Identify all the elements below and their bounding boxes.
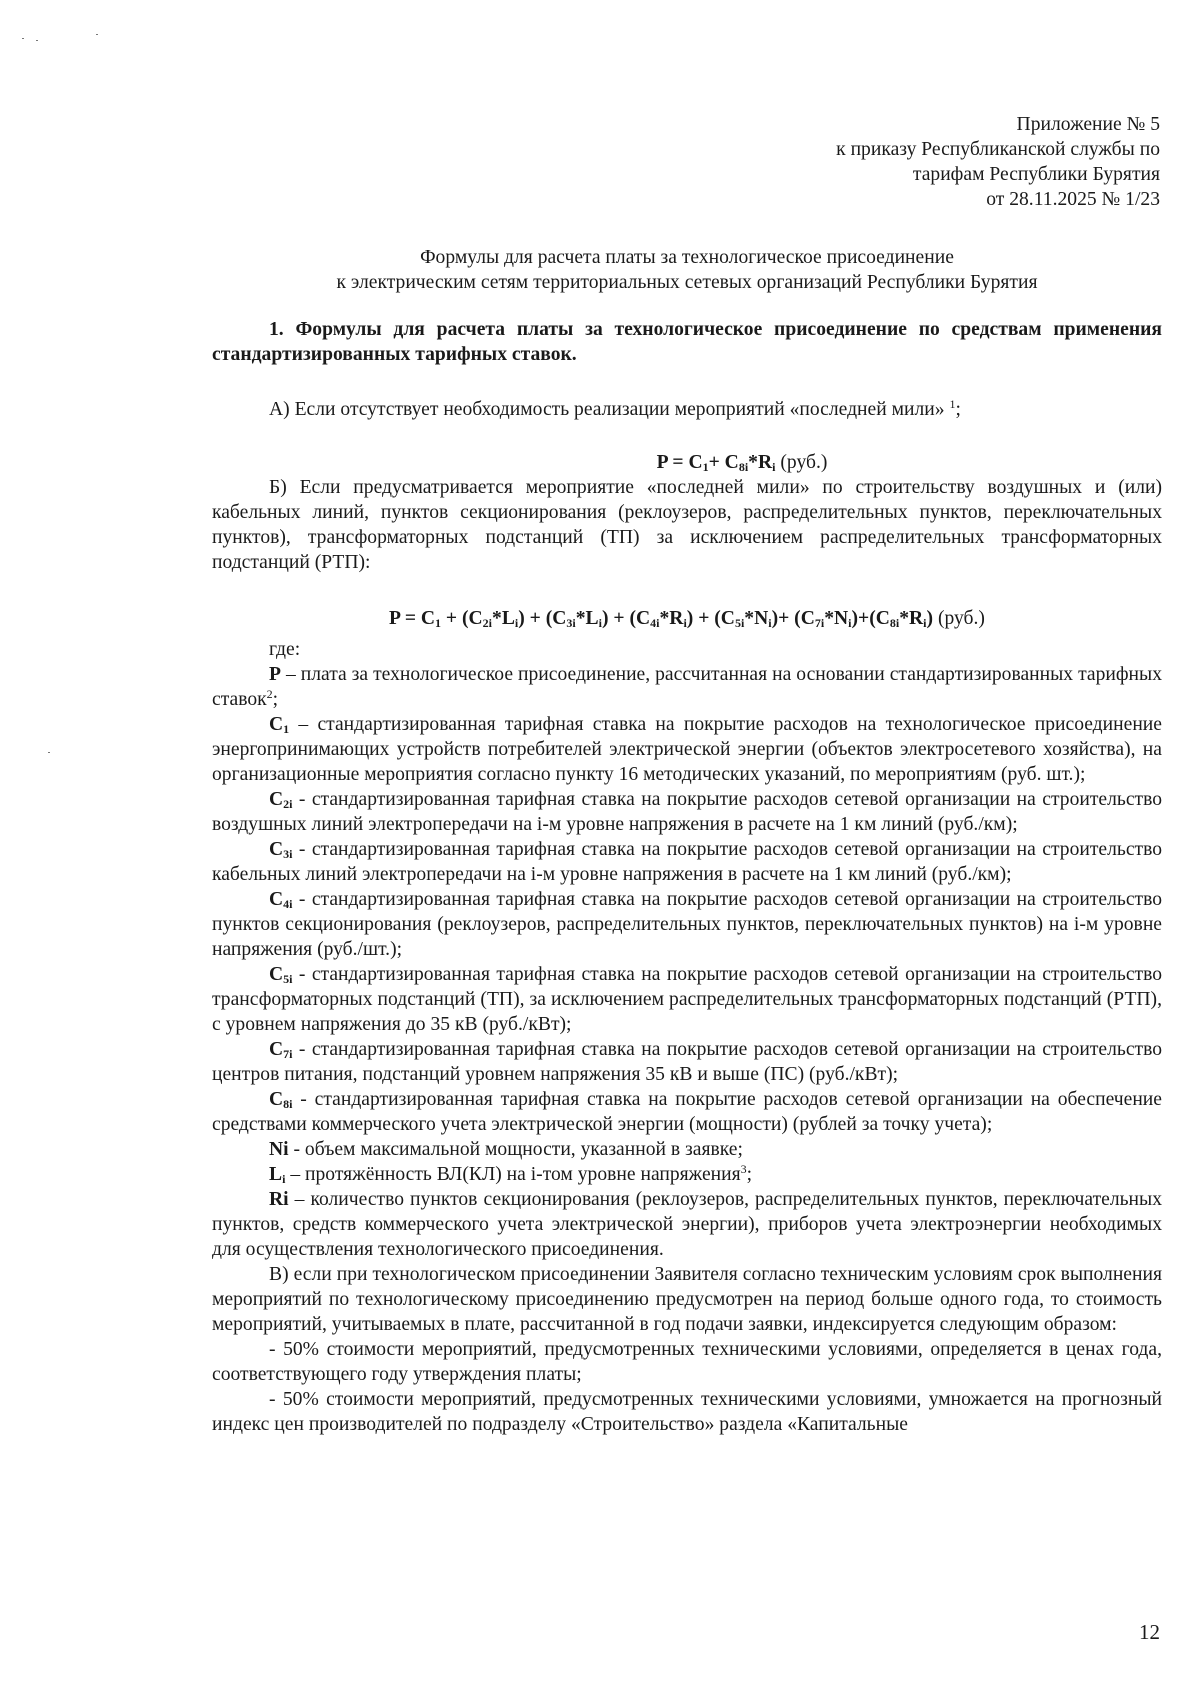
- scan-speck: [36, 40, 38, 41]
- appendix-number: Приложение № 5: [1016, 114, 1160, 135]
- def-c8i: $C_{8i}$ - стандартизированная тарифная ставка на покрытие расходов сетевой организации на обеспечение средствами коммерческого учета электрической энергии (мощности) (рублей за точку учета);: [212, 1089, 1162, 1135]
- order-line: к приказу Республиканской службы по: [836, 139, 1160, 160]
- def-c3i: $C_{3i}$ - стандартизированная тарифная ставка на покрытие расходов сетевой организации на строительство кабельных линий электропередачи на i-м уровне напряжения в расчете на 1 км линий (руб./км);: [212, 839, 1162, 885]
- formula-a-unit: (руб.): [780, 452, 828, 473]
- def-c1: $C_1$ – стандартизированная тарифная ставка на покрытие расходов на технологическое присоединение энергопринимающих устройств потребителей электрической энергии (объектов электросетевого хозяйства), на организационные мероприятия согласно пункту 16 методических указаний, по мероприятиям (руб. шт.);: [212, 714, 1162, 785]
- title-line-2: к электрическим сетям территориальных сетевых организаций Республики Бурятия: [336, 272, 1038, 293]
- order-date: от 28.11.2025 № 1/23: [986, 189, 1160, 210]
- def-c4i: $C_{4i}$ - стандартизированная тарифная ставка на покрытие расходов сетевой организации на строительство пунктов секционирования (реклоузеров, распределительных пунктов, переключательных пунктов) на i-м уровне напряжения (руб./шт.);: [212, 889, 1162, 960]
- appendix-header: [836, 112, 1160, 212]
- case-v-bullet-2: - 50% стоимости мероприятий, предусмотренных техническими условиями, умножается на прогнозный индекс цен производителей по подразделу «Строительство» раздела «Капитальные: [212, 1389, 1162, 1435]
- scan-speck: [48, 752, 50, 753]
- case-v-text: В) если при технологическом присоединении Заявителя согласно техническим условиям срок выполнения мероприятий по технологическому присоединению предусмотрен на период больше одного года, то стоимость мероприятий, учитываемых в плате, рассчитанной в год подачи заявки, индексируется следующим образом:: [212, 1264, 1162, 1335]
- case-b: [212, 475, 1162, 575]
- case-a-text: А) Если отсутствует необходимость реализации мероприятий «последней мили»: [269, 399, 945, 420]
- def-c5i: $C_{5i}$ - стандартизированная тарифная ставка на покрытие расходов сетевой организации на строительство трансформаторных подстанций (ТП), за исключением распределительных трансформаторных подстанций (РТП), с уровнем напряжения до 35 кВ (руб./кВт);: [212, 964, 1162, 1035]
- def-li: $L_i$ – протяжённость ВЛ(КЛ) на i-том уровне напряжения$^3$;: [269, 1162, 753, 1186]
- page-number: 12: [1139, 1620, 1160, 1644]
- section-heading: 1. Формулы для расчета платы за технологическое присоединение по средствам применения стандартизированных тарифных ставок.: [212, 319, 1162, 365]
- formula-a: $P = C_1+ C_{8i}*R_i$ (руб.): [656, 452, 828, 474]
- scan-speck: [96, 34, 98, 35]
- def-c7i: $C_{7i}$ - стандартизированная тарифная ставка на покрытие расходов сетевой организации на строительство центров питания, подстанций уровнем напряжения 35 кВ и выше (ПС) (руб./кВт);: [212, 1039, 1162, 1085]
- definitions-block: [212, 637, 1162, 1437]
- document-title: [212, 245, 1162, 295]
- title-line-1: Формулы для расчета платы за технологическое присоединение: [420, 247, 954, 268]
- def-ni: Ni - объем максимальной мощности, указанной в заявке;: [269, 1139, 743, 1160]
- case-b-text: Б) Если предусматривается мероприятие «последней мили» по строительству воздушных и (или) кабельных линий, пунктов секционирования (реклоузеров, распределительных пунктов, переключательных пунктов), трансформаторных подстанций (ТП) за исключением распределительных трансформаторных подстанций (РТП):: [212, 477, 1162, 573]
- order-issuer: тарифам Республики Бурятия: [912, 164, 1160, 185]
- case-v-bullet-1: - 50% стоимости мероприятий, предусмотренных техническими условиями, определяется в ценах года, соответствующего году утверждения платы;: [212, 1339, 1162, 1385]
- def-c2i: $C_{2i}$ - стандартизированная тарифная ставка на покрытие расходов сетевой организации на строительство воздушных линий электропередачи на i-м уровне напряжения в расчете на 1 км линий (руб./км);: [212, 789, 1162, 835]
- footnote-1-marker: 1: [949, 397, 956, 411]
- case-a: А) Если отсутствует необходимость реализации мероприятий «последней мили» $^1$;: [269, 397, 961, 420]
- formula-b: $P = C_1 + (C_{2i}*L_i) + (C_{3i}*L_i) + (C_{4i}*R_i) + (C_{5i}*N_i)+ (C_{7i}*N_i)+(C_{8i}*R_i)$ (руб.): [389, 608, 985, 630]
- def-p: P – плата за технологическое присоединение, рассчитанная на основании стандартизированных тарифных ставок$^2$;: [212, 664, 1162, 710]
- scan-speck: [22, 38, 24, 39]
- where-label: где:: [269, 639, 301, 660]
- formula-b-unit: (руб.): [937, 608, 985, 629]
- def-ri: Ri – количество пунктов секционирования (реклоузеров, распределительных пунктов, переключательных пунктов, средств коммерческого учета электрической энергии), приборов учета электроэнергии необходимых для осуществления технологического присоединения.: [212, 1189, 1162, 1260]
